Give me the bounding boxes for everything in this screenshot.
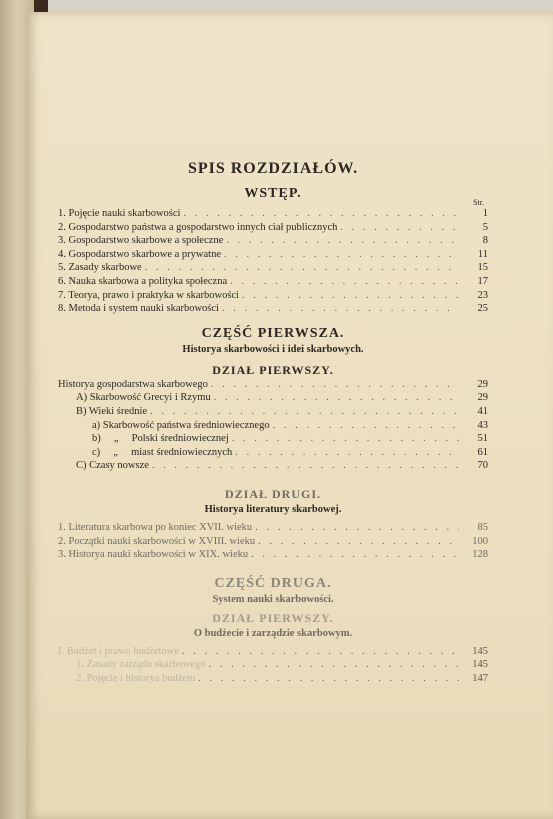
toc-entry <box>58 548 488 562</box>
leader-dots <box>182 645 459 659</box>
toc-entry <box>58 405 488 419</box>
toc-entry-label: 7. Teorya, prawo i praktyka w skarbowości <box>58 289 240 301</box>
part2-dzial1-heading: DZIAŁ PIERWSZY. <box>212 610 334 625</box>
toc-title: SPIS ROZDZIAŁÓW. <box>187 160 359 177</box>
leader-dots <box>222 302 459 316</box>
toc-entry <box>58 378 488 392</box>
toc-entry <box>58 432 488 446</box>
leader-dots <box>211 378 459 392</box>
toc-entry-page: 5 <box>482 221 488 233</box>
toc-entry <box>58 419 488 433</box>
toc-entry-label: 1. Literatura skarbowa po koniec XVII. wieku <box>58 521 253 533</box>
leader-dots <box>340 221 459 235</box>
toc-entry-page: 43 <box>477 419 488 431</box>
toc-entry-page: 41 <box>477 405 488 417</box>
part1-dzial2-list <box>58 521 488 562</box>
toc-entry <box>58 302 488 316</box>
toc-entry <box>58 207 488 221</box>
toc-entry-page: 25 <box>477 303 488 315</box>
toc-entry <box>58 248 488 262</box>
part1-dzial2-heading: DZIAŁ DRUGI. <box>224 486 321 501</box>
toc-entry-page: 51 <box>477 433 488 445</box>
toc-entry-label: 2. Pojęcie i historya budżetu <box>76 672 196 684</box>
leader-dots <box>183 207 459 221</box>
part2-heading: CZĘŚĆ DRUGA. <box>214 575 332 591</box>
leader-dots <box>273 419 459 433</box>
leader-dots <box>224 248 459 262</box>
leader-dots <box>226 234 459 248</box>
intro-heading: WSTĘP. <box>244 186 302 201</box>
leader-dots <box>214 391 459 405</box>
intro-list <box>58 207 488 316</box>
toc-entry-label: I. Budżet i prawo budżetowe <box>58 645 180 657</box>
leader-dots <box>150 405 459 419</box>
toc-entry-page: 15 <box>477 262 488 274</box>
part2-dzial1-subtitle: O budżecie i zarządzie skarbowym. <box>193 627 353 639</box>
toc-entry-label: 2. Gospodarstwo państwa a gospodarstwo innych ciał publicznych <box>58 221 338 233</box>
toc-entry <box>58 289 488 303</box>
toc-entry-page: 145 <box>472 659 488 671</box>
leader-dots <box>235 446 459 460</box>
toc-entry-label: 5. Zasady skarbowe <box>58 262 142 274</box>
toc-entry-page: 128 <box>472 549 488 561</box>
toc-entry-page: 23 <box>477 289 488 301</box>
toc-entry-label: 2. Początki nauki skarbowości w XVIII. wieku <box>58 535 256 547</box>
leader-dots <box>232 432 459 446</box>
leader-dots <box>230 275 459 289</box>
toc-entry-label: 3. Historya nauki skarbowości w XIX. wieku <box>58 549 249 561</box>
toc-entry <box>58 672 488 686</box>
toc-entry-page: 70 <box>477 460 488 472</box>
leader-dots <box>208 658 459 672</box>
toc-entry-label: 4. Gospodarstwo skarbowe a prywatne <box>58 248 222 260</box>
leader-dots <box>145 261 459 275</box>
toc-entry-label: B) Wieki średnie <box>76 405 148 417</box>
part1-heading: CZĘŚĆ PIERWSZA. <box>201 325 345 341</box>
part1-dzial1-heading: DZIAŁ PIERWSZY. <box>212 362 334 377</box>
part2-dzial1-list <box>58 645 488 686</box>
toc-entry-label: 3. Gospodarstwo skarbowe a społeczne <box>58 235 224 247</box>
toc-entry-page: 29 <box>477 378 488 390</box>
toc-entry-page: 85 <box>477 521 488 533</box>
toc-entry-label: b) „ Polski średniowiecznej <box>92 433 229 445</box>
toc-entry-label: 8. Metoda i system nauki skarbowości <box>58 303 219 315</box>
toc-entry-label: c) „ miast średniowiecznych <box>92 446 233 458</box>
leader-dots <box>251 548 459 562</box>
toc-entry-label: Historya gospodarstwa skarbowego <box>58 378 208 390</box>
toc-entry <box>58 234 488 248</box>
toc-entry <box>58 391 488 405</box>
toc-entry-page: 8 <box>482 235 488 247</box>
toc-entry-page: 29 <box>477 392 488 404</box>
leader-dots <box>152 459 459 473</box>
toc-entry-page: 11 <box>477 248 488 260</box>
toc-entry <box>58 261 488 275</box>
toc-entry <box>58 275 488 289</box>
part1-dzial1-list <box>58 378 488 473</box>
leader-dots <box>258 535 459 549</box>
part1-dzial2-subtitle: Historya literatury skarbowej. <box>204 503 342 515</box>
toc-entry-label: 6. Nauka skarbowa a polityka społeczna <box>58 275 228 287</box>
toc-entry <box>58 459 488 473</box>
toc-entry-label: a) Skarbowość państwa średniowiecznego <box>92 419 270 431</box>
toc-entry <box>58 221 488 235</box>
toc-entry-label: 1. Zasady zarządu skarbowego <box>76 659 206 671</box>
toc-entry-page: 100 <box>472 535 488 547</box>
toc-entry <box>58 521 488 535</box>
toc-entry <box>58 535 488 549</box>
leader-dots <box>242 289 459 303</box>
toc-entry-page: 145 <box>472 645 488 657</box>
table-of-contents <box>58 160 488 685</box>
toc-entry-page: 147 <box>472 672 488 684</box>
toc-entry-page: 61 <box>477 446 488 458</box>
toc-entry-label: A) Skarbowość Grecyi i Rzymu <box>76 392 211 404</box>
leader-dots <box>255 521 459 535</box>
part1-subtitle: Historya skarbowości i idei skarbowych. <box>182 343 364 355</box>
toc-entry-page: 1 <box>482 208 488 219</box>
page-column-label: Str. <box>473 198 484 207</box>
toc-entry-label: C) Czasy nowsze <box>76 460 149 472</box>
leader-dots <box>198 672 459 686</box>
toc-entry <box>58 645 488 659</box>
toc-entry <box>58 658 488 672</box>
toc-entry <box>58 446 488 460</box>
toc-entry-page: 17 <box>477 275 488 287</box>
part2-subtitle: System nauki skarbowości. <box>212 593 334 605</box>
toc-entry-label: 1. Pojęcie nauki skarbowości <box>58 208 181 219</box>
